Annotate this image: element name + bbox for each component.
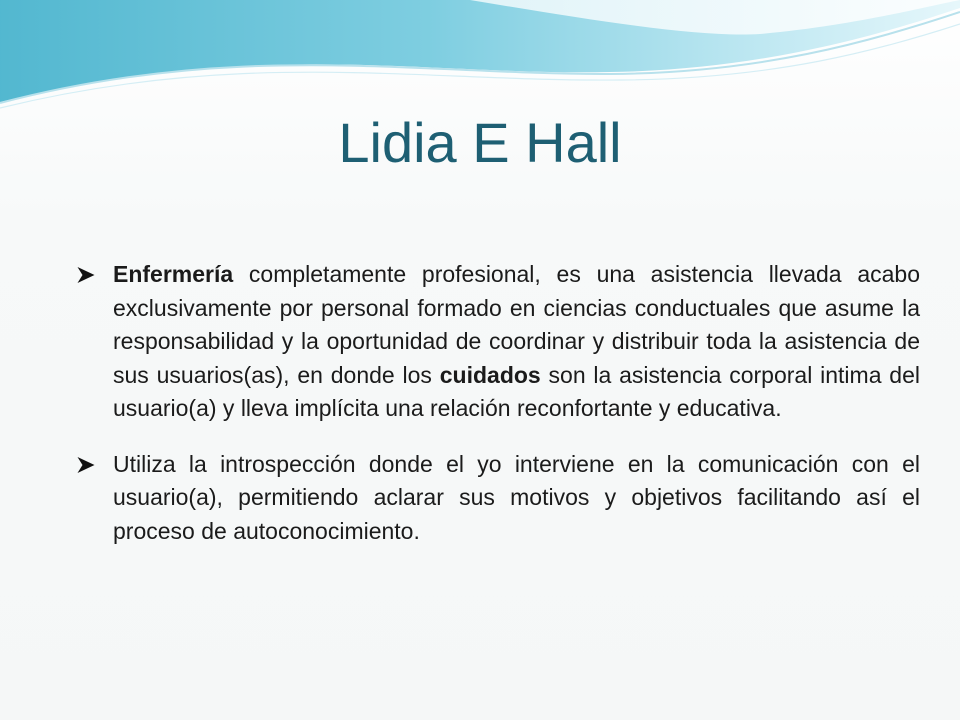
- bullet-item: [76, 448, 920, 549]
- bullet-item: [76, 258, 920, 426]
- slide-title: Lidia E Hall: [338, 111, 622, 174]
- bold-keyword: Enfermería: [113, 261, 234, 287]
- bullet-text: completamente profesional, es una asistencia llevada acabo exclusivamente por personal formado en ciencias conductuales que asume la responsabilidad y la oportunidad de coordinar y distribuir toda la asistencia de sus usuarios(as), en donde los: [113, 261, 920, 388]
- bold-keyword: cuidados: [439, 361, 541, 388]
- bullet-text: Utiliza la introspección donde el yo interviene en la comunicación con el usuario(a), permitiendo aclarar sus motivos y objetivos facilitando así el proceso de autoconocimiento.: [113, 450, 920, 544]
- bullet-text: son la asistencia corporal intima del usuario(a) y lleva implícita una relación reconfortante y educativa.: [113, 361, 920, 421]
- decorative-header-wave: [0, 0, 960, 110]
- slide-body: [76, 258, 920, 548]
- arrowhead-bullet-icon: [76, 455, 96, 475]
- arrowhead-bullet-icon: [76, 265, 96, 285]
